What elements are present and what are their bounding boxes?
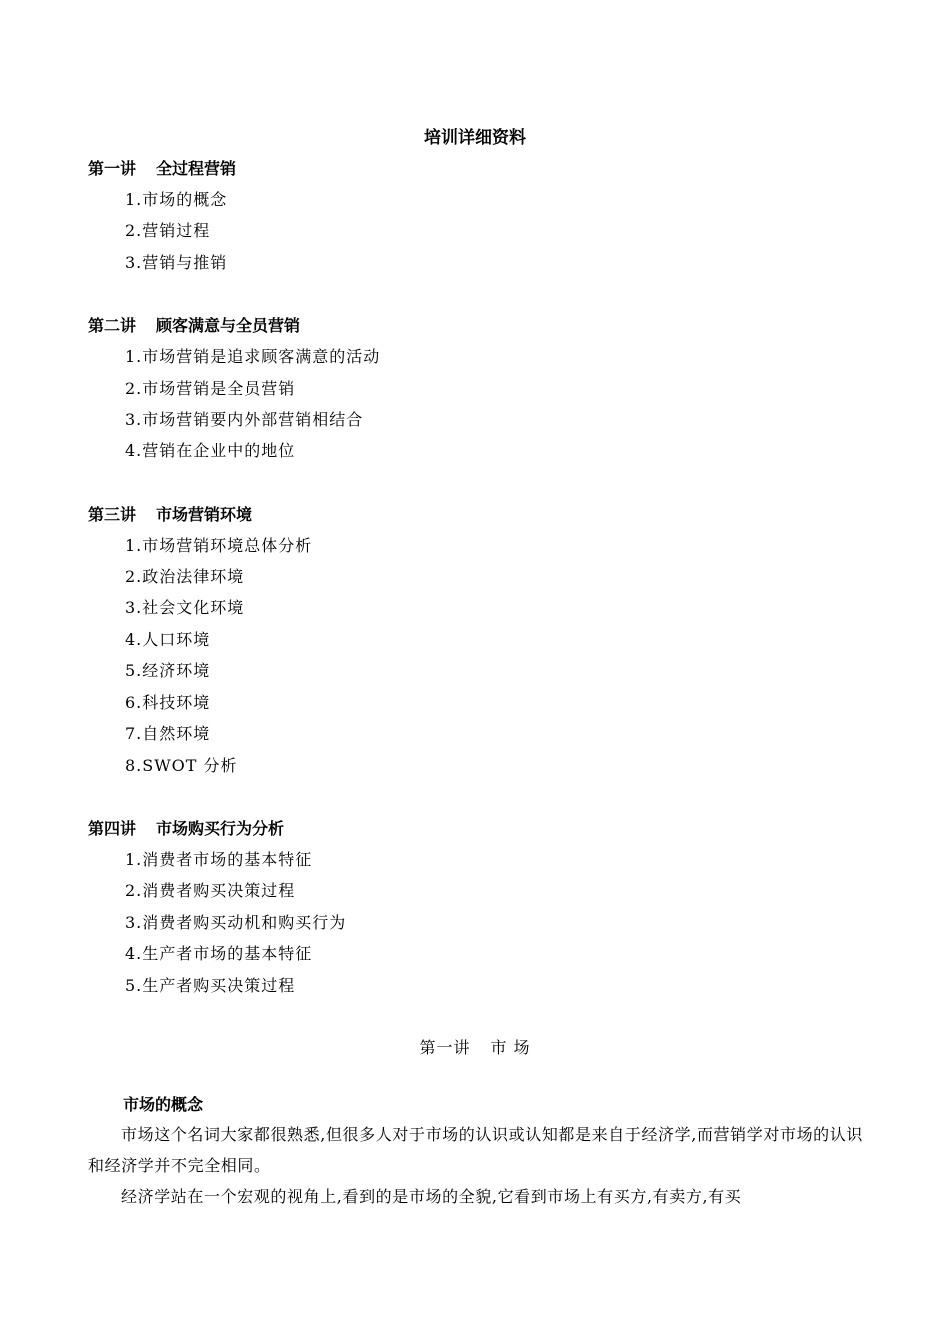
list-item: 3.消费者购买动机和购买行为: [125, 913, 347, 932]
list-item: 5.经济环境: [125, 661, 211, 680]
document-title: 培训详细资料: [424, 128, 526, 148]
list-item: 1.市场的概念: [125, 190, 228, 209]
list-item: 1.市场营销是追求顾客满意的活动: [125, 347, 381, 366]
lecture-name: 顾客满意与全员营销: [156, 316, 301, 335]
list-item: 7.自然环境: [125, 724, 211, 743]
list-item: 5.生产者购买决策过程: [125, 976, 296, 995]
lecture-name: 市场营销环境: [156, 505, 253, 524]
list-item: 2.市场营销是全员营销: [125, 379, 296, 398]
list-item: 1.消费者市场的基本特征: [125, 850, 313, 869]
list-item: 2.政治法律环境: [125, 567, 245, 586]
list-item: 8.SWOT 分析: [125, 756, 238, 775]
list-item: 4.营销在企业中的地位: [125, 441, 296, 460]
body-paragraph: 经济学站在一个宏观的视角上,看到的是市场的全貌,它看到市场上有买方,有卖方,有买: [121, 1187, 742, 1206]
list-item: 4.人口环境: [125, 630, 211, 649]
list-item: 2.消费者购买决策过程: [125, 881, 296, 900]
lecture-heading-3: [88, 504, 252, 526]
list-item: 3.营销与推销: [125, 253, 228, 272]
section-name: 市 场: [490, 1038, 531, 1057]
list-item: 2.营销过程: [125, 221, 211, 240]
lecture-heading-1: [88, 158, 236, 180]
lecture-heading-4: [88, 818, 284, 840]
section-title: [0, 1037, 950, 1059]
list-item: 4.生产者市场的基本特征: [125, 944, 313, 963]
list-item: 1.市场营销环境总体分析: [125, 536, 313, 555]
lecture-name: 全过程营销: [156, 159, 237, 178]
lecture-name: 市场购买行为分析: [156, 819, 285, 838]
section-number: 第一讲: [419, 1038, 471, 1057]
lecture-heading-2: [88, 315, 300, 337]
list-item: 6.科技环境: [125, 693, 211, 712]
lecture-number: 第二讲: [88, 316, 137, 335]
lecture-number: 第三讲: [88, 505, 137, 524]
list-item: 3.社会文化环境: [125, 598, 245, 617]
subsection-title: 市场的概念: [123, 1095, 204, 1114]
lecture-number: 第四讲: [88, 819, 137, 838]
lecture-number: 第一讲: [88, 159, 137, 178]
list-item: 3.市场营销要内外部营销相结合: [125, 410, 364, 429]
body-paragraph: 市场这个名词大家都很熟悉,但很多人对于市场的认识或认知都是来自于经济学,而营销学对市场的认识和经济学并不完全相同。: [88, 1125, 863, 1175]
